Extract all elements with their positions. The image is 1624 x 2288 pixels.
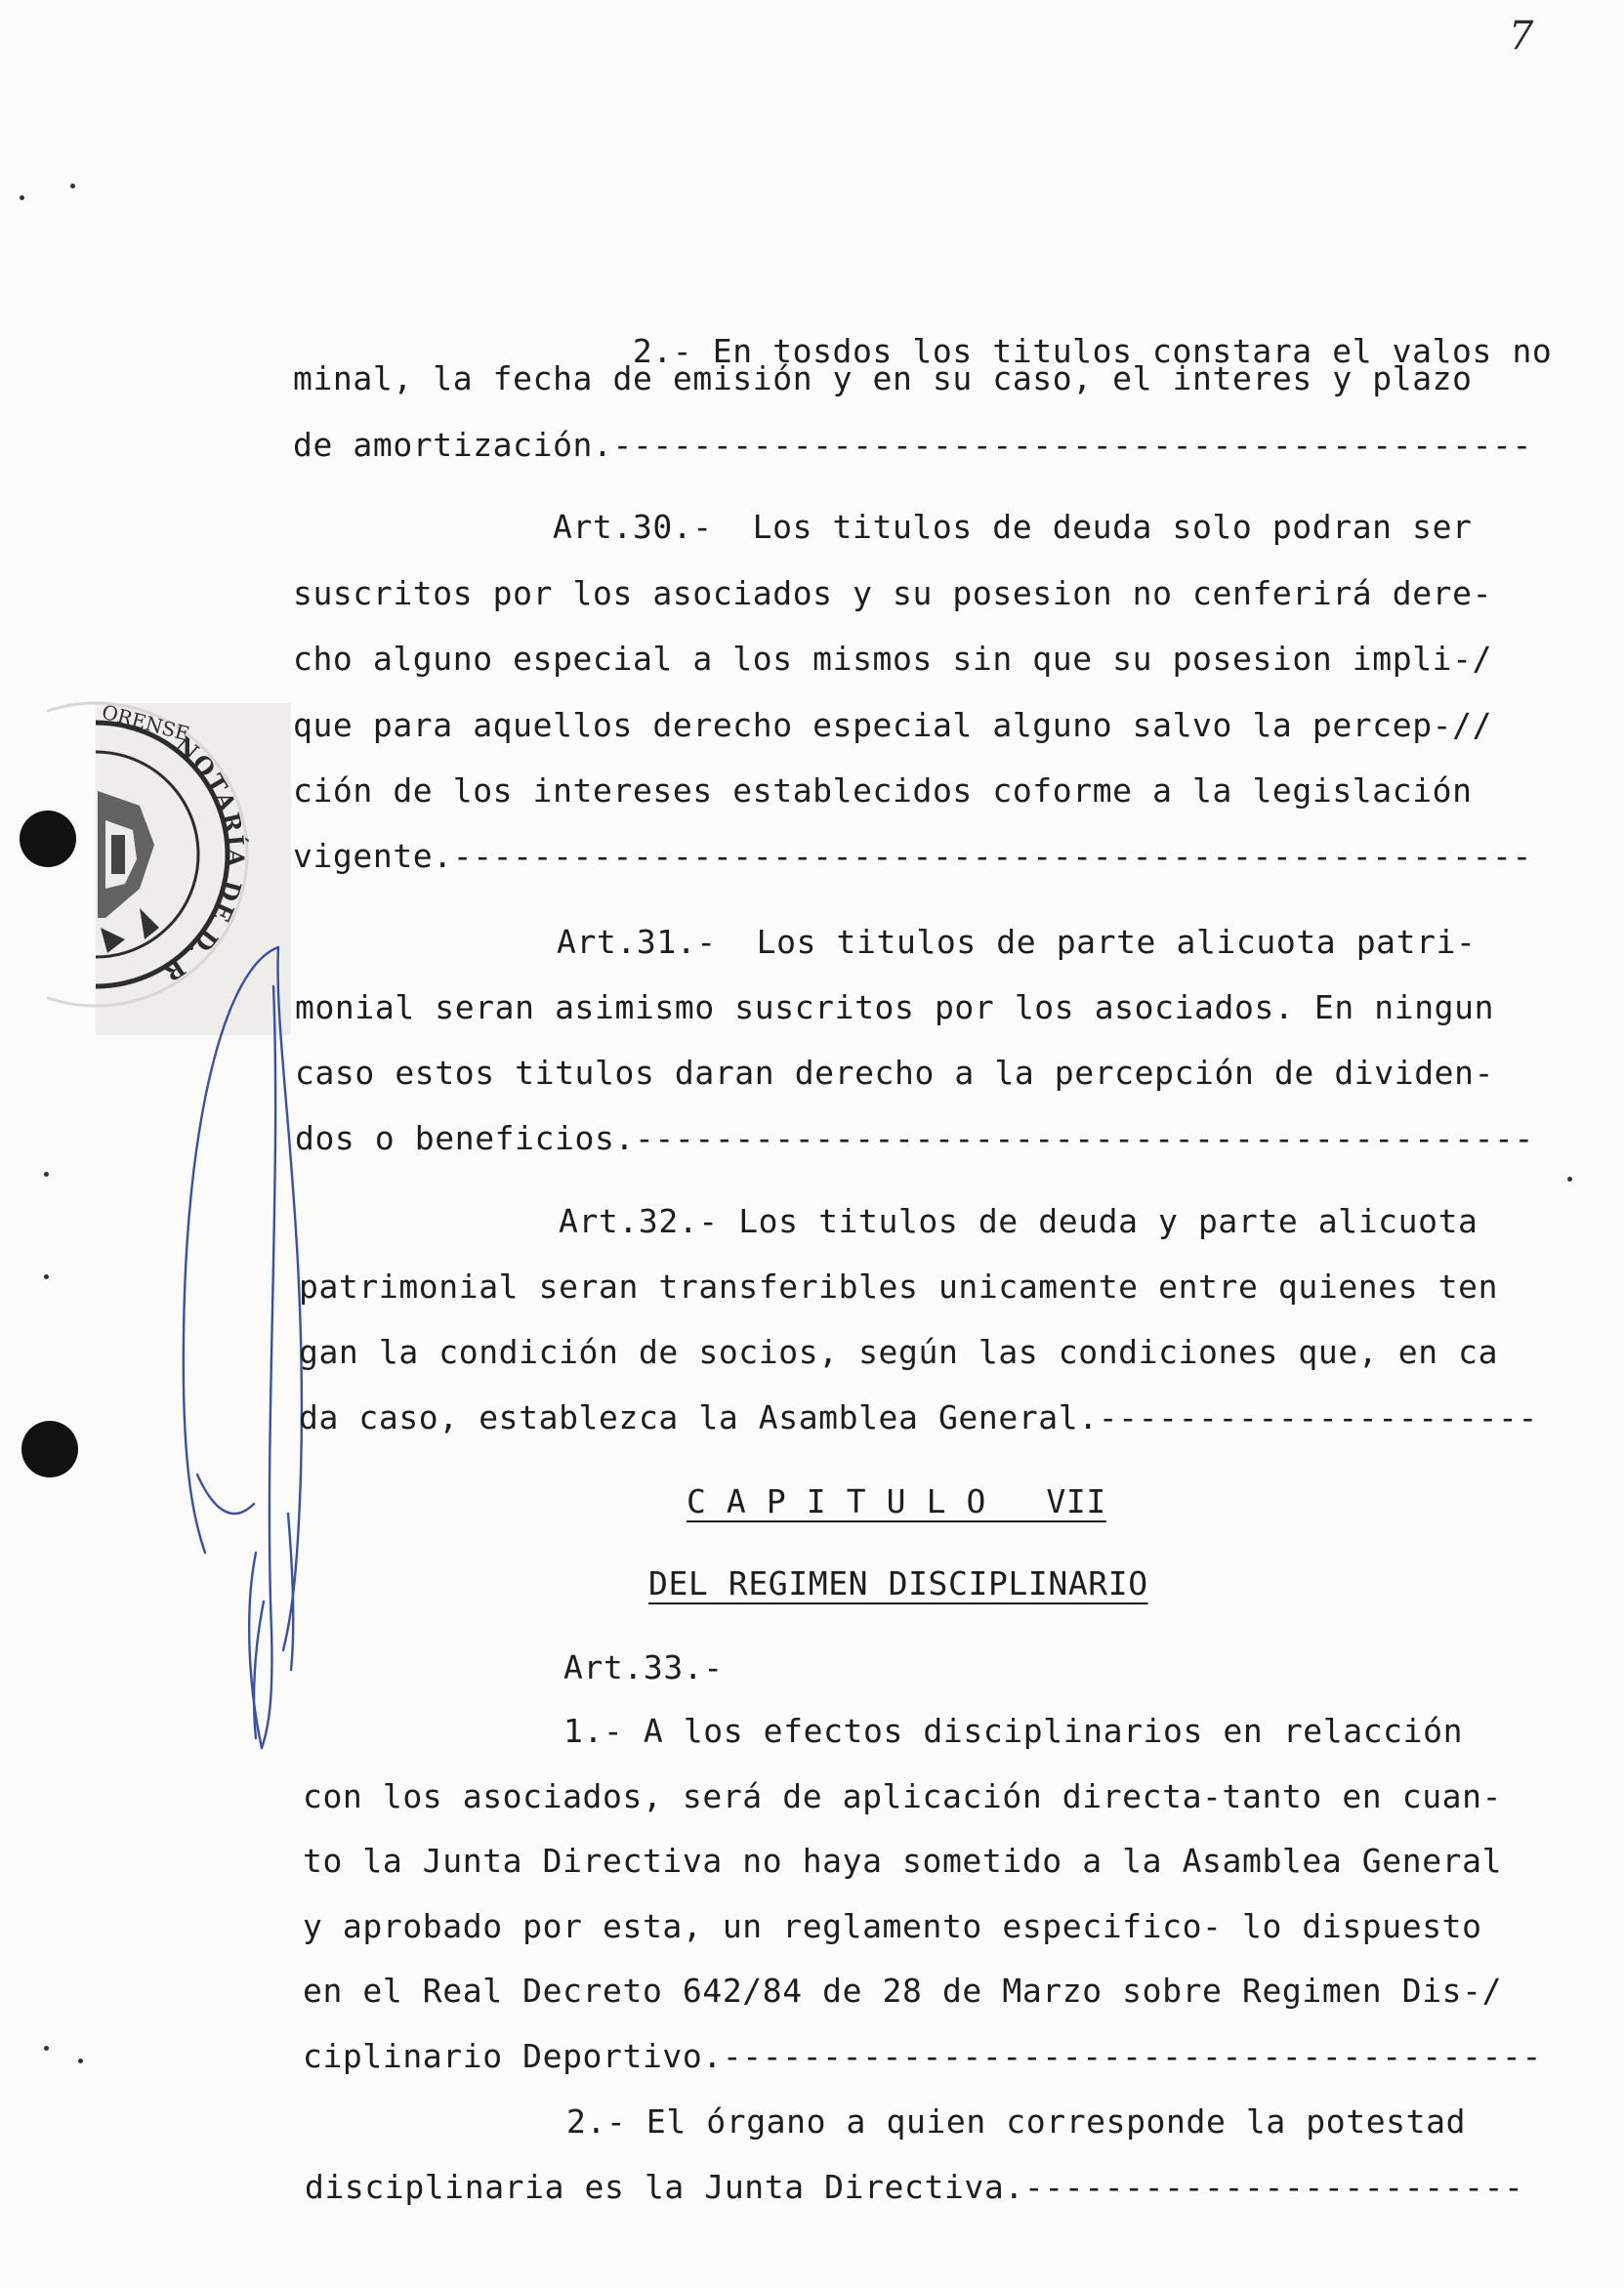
speck bbox=[1567, 1177, 1572, 1182]
text-line: ción de los intereses establecidos coforme a la legislación bbox=[293, 771, 1473, 810]
text-line: patrimonial seran transferibles unicamente entre quienes ten bbox=[299, 1268, 1499, 1306]
text-line: suscritos por los asociados y su posesion no cenferirá dere- bbox=[293, 574, 1493, 612]
text-line: vigente.------------------------------------------------------ bbox=[293, 837, 1532, 875]
text-line: minal, la fecha de emisión y en su caso, el interes y plazo bbox=[293, 359, 1473, 397]
text-line: en el Real Decreto 642/84 de 28 de Marzo sobre Regimen Dis-/ bbox=[303, 1972, 1503, 2010]
text-line: con los asociados, será de aplicación directa-tanto en cuan- bbox=[303, 1777, 1503, 1815]
text-line: monial seran asimismo suscritos por los asociados. En ningun bbox=[295, 988, 1495, 1026]
speck bbox=[70, 184, 75, 188]
chapter-subheading: DEL REGIMEN DISCIPLINARIO bbox=[648, 1564, 1148, 1602]
text-line: 2.- El órgano a quien corresponde la potestad bbox=[566, 2102, 1467, 2141]
text-line: Art.30.- Los titulos de deuda solo podran ser bbox=[553, 508, 1473, 546]
speck bbox=[44, 2046, 49, 2051]
text-line: dos o beneficios.--------------------------------------------- bbox=[295, 1119, 1534, 1157]
text-line: gan la condición de socios, según las condiciones que, en ca bbox=[299, 1333, 1499, 1371]
speck bbox=[20, 195, 24, 200]
text-line: caso estos titulos daran derecho a la percepción de dividen- bbox=[295, 1054, 1495, 1092]
speck bbox=[44, 1274, 49, 1279]
text-line: Art.31.- Los titulos de parte alicuota patri- bbox=[557, 923, 1477, 961]
text-line: cho alguno especial a los mismos sin que su posesion impli-/ bbox=[293, 640, 1493, 678]
text-line: de amortización.---------------------------------------------- bbox=[293, 426, 1532, 464]
page-number: 7 bbox=[1509, 14, 1534, 59]
text-line: y aprobado por esta, un reglamento especifico- lo dispuesto bbox=[303, 1907, 1482, 1945]
text-line: disciplinaria es la Junta Directiva.------------------------- bbox=[305, 2168, 1524, 2206]
punch-hole bbox=[20, 811, 76, 867]
text-line: to la Junta Directiva no haya sometido a la Asamblea General bbox=[303, 1842, 1503, 1880]
text-line: ciplinario Deportivo.----------------------------------------- bbox=[303, 2037, 1542, 2075]
text-line: da caso, establezca la Asamblea General.---------------------- bbox=[299, 1398, 1538, 1436]
text-line: 1.- A los efectos disciplinarios en relacción bbox=[563, 1712, 1464, 1750]
chapter-heading: C A P I T U L O VII bbox=[687, 1482, 1106, 1520]
text-line: 2.- En tosdos los titulos constara el valos no bbox=[632, 332, 1553, 370]
article-heading: Art.33.- bbox=[563, 1648, 724, 1686]
speck bbox=[78, 2059, 83, 2063]
text-line: Art.32.- Los titulos de deuda y parte alicuota bbox=[559, 1202, 1478, 1240]
speck bbox=[44, 1172, 49, 1177]
punch-hole bbox=[21, 1421, 78, 1477]
svg-text:ORENSE: ORENSE bbox=[99, 699, 192, 746]
text-line: que para aquellos derecho especial alguno salvo la percep-// bbox=[293, 706, 1493, 744]
svg-text:NOTARÍA DE D. R: NOTARÍA DE D. R bbox=[156, 730, 251, 989]
